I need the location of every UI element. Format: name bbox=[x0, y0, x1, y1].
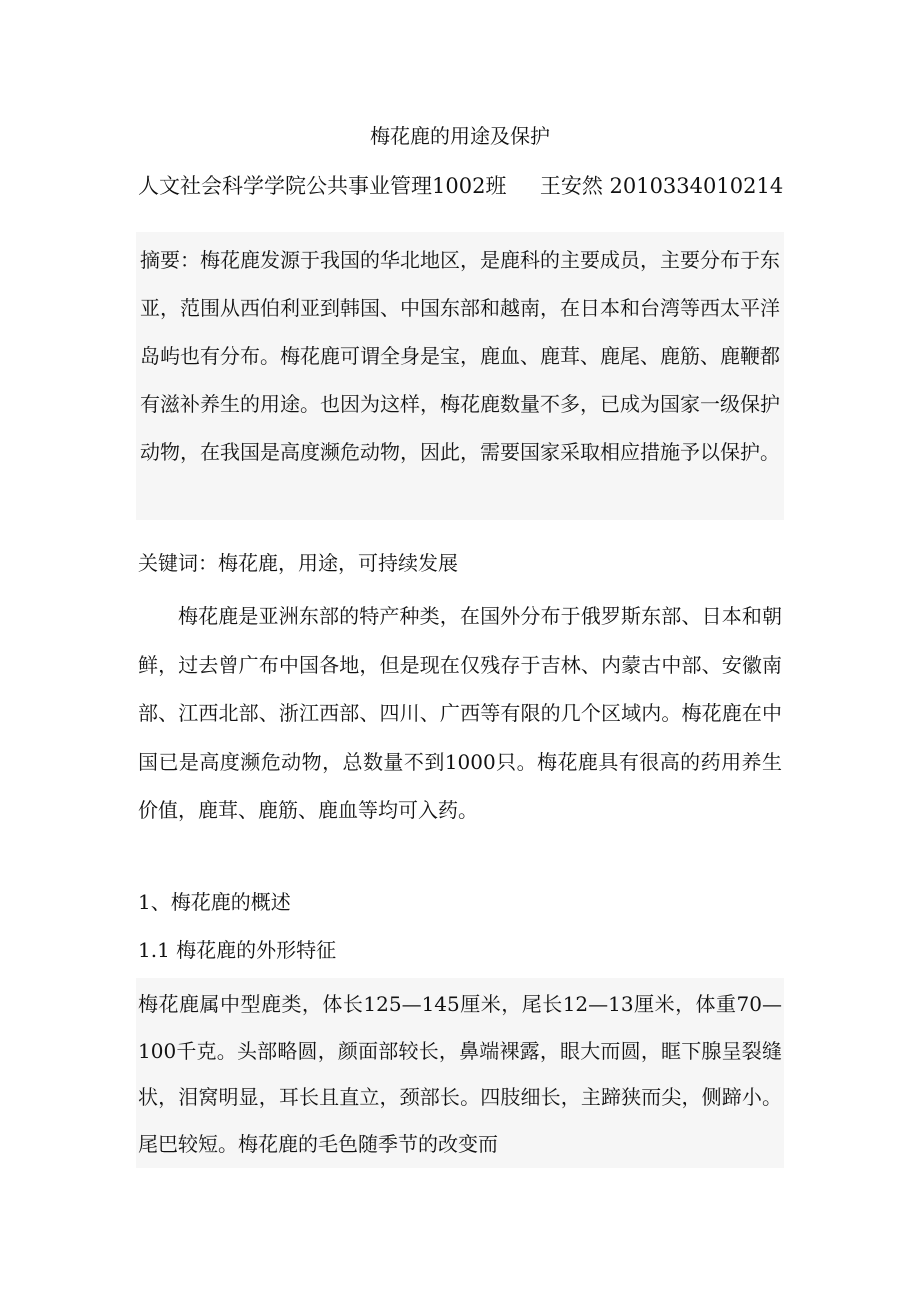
keywords-line: 关键词：梅花鹿，用途，可持续发展 bbox=[138, 551, 458, 575]
abstract-block bbox=[136, 232, 784, 520]
appearance-text: 梅花鹿属中型鹿类，体长125—145厘米，尾长12—13厘米，体重70—100千克。头部略圆，颜面部较长，鼻端裸露，眼大而圆，眶下腺呈裂缝状，泪窝明显，耳长且直立，颈部长。四肢细长，主蹄狭而尖，侧蹄小。尾巴较短。梅花鹿的毛色随季节的改变而 bbox=[138, 992, 782, 1156]
appearance-block bbox=[136, 978, 784, 1168]
intro-paragraph: 梅花鹿是亚洲东部的特产种类，在国外分布于俄罗斯东部、日本和朝鲜，过去曾广布中国各地，但是现在仅残存于吉林、内蒙古中部、安徽南部、江西北部、浙江西部、四川、广西等有限的几个区域内。梅花鹿在中国已是高度濒危动物，总数量不到1000只。梅花鹿具有很高的药用养生价值，鹿茸、鹿筋、鹿血等均可入药。 bbox=[138, 604, 782, 823]
abstract-text: 摘要：梅花鹿发源于我国的华北地区，是鹿科的主要成员，主要分布于东亚，范围从西伯利亚到韩国、中国东部和越南，在日本和台湾等西太平洋岛屿也有分布。梅花鹿可谓全身是宝，鹿血、鹿茸、鹿尾、鹿筋、鹿鞭都有滋补养生的用途。也因为这样，梅花鹿数量不多，已成为国家一级保护动物，在我国是高度濒危动物，因此，需要国家采取相应措施予以保护。 bbox=[140, 248, 780, 464]
document-title: 梅花鹿的用途及保护 bbox=[370, 124, 550, 148]
section-heading-1: 1、梅花鹿的概述 bbox=[138, 890, 291, 914]
author-line: 人文社会科学学院公共事业管理1002班 王安然 2010334010214 bbox=[138, 174, 784, 198]
section-heading-1-1: 1.1 梅花鹿的外形特征 bbox=[138, 938, 337, 962]
